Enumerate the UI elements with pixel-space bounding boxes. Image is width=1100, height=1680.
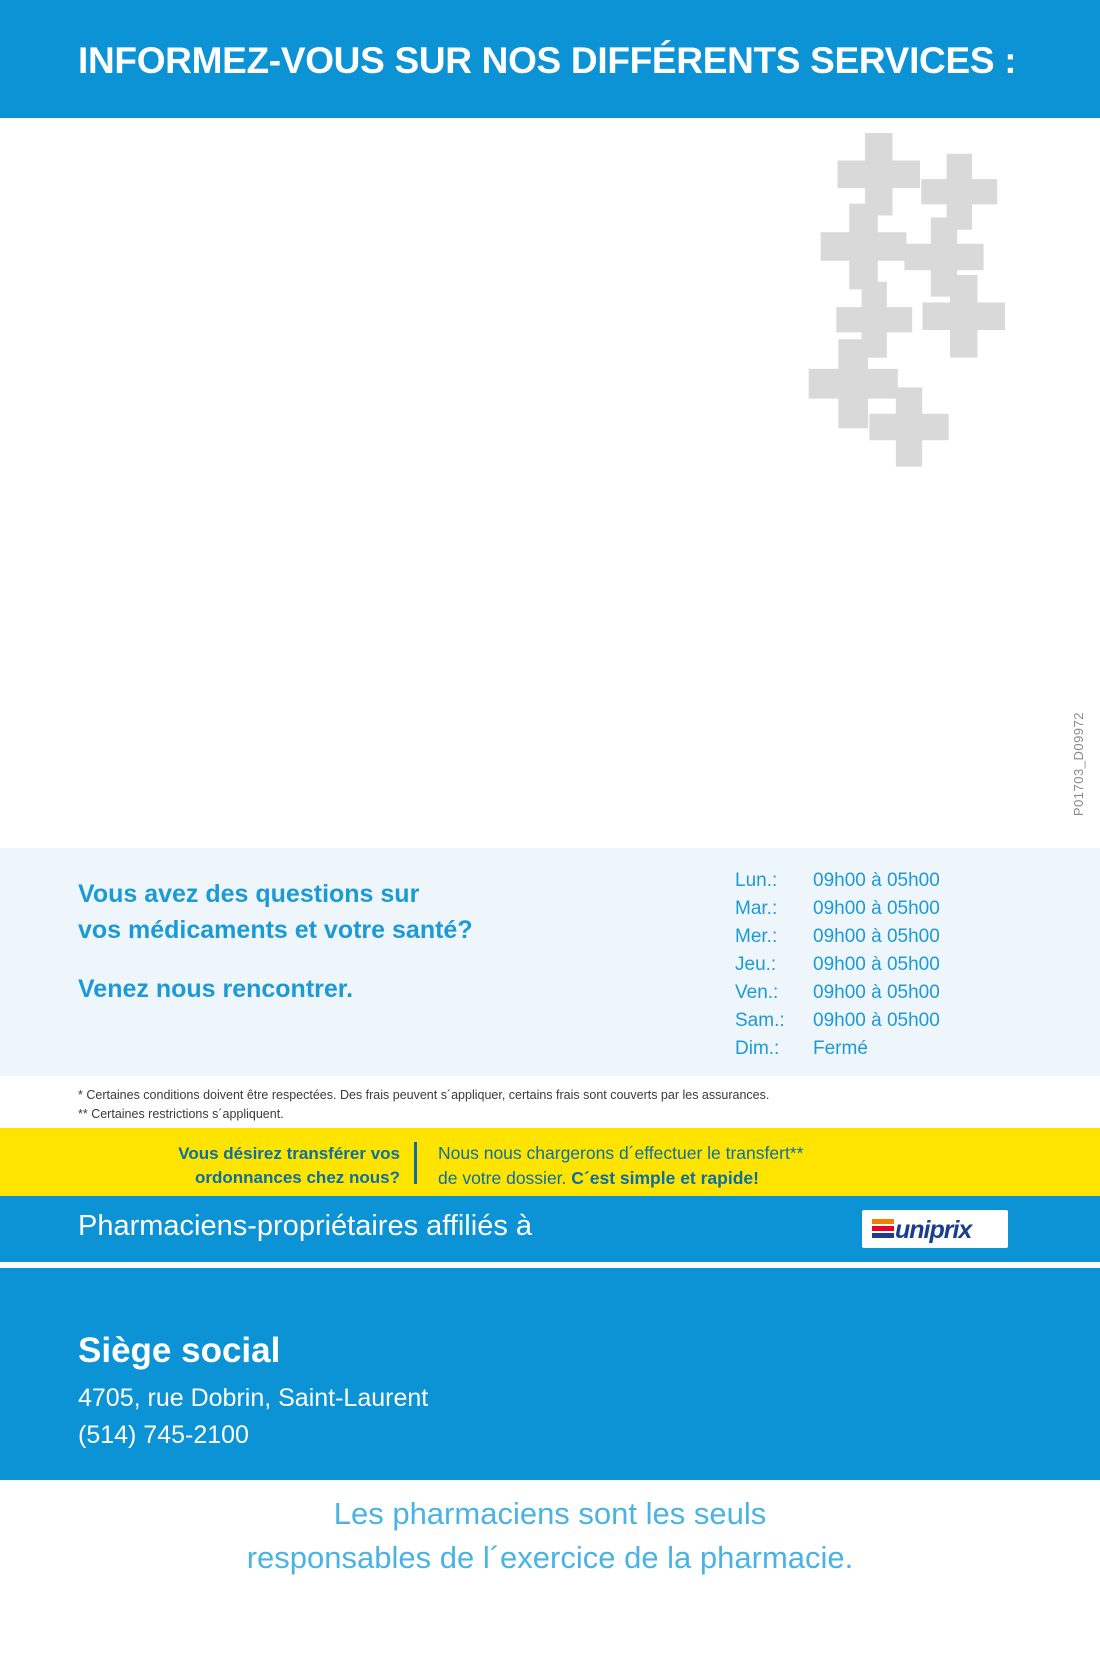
uniprix-logo: [862, 1210, 1008, 1248]
hours-row: [735, 1010, 1035, 1038]
info-question: [78, 876, 473, 948]
hours-time: 09h00 à 05h00: [813, 982, 940, 1003]
info-question-line1: Vous avez des questions sur: [78, 880, 420, 908]
transfer-answer: [438, 1141, 803, 1191]
footnotes: [78, 1086, 769, 1124]
transfer-divider: [414, 1142, 417, 1184]
hours-time: 09h00 à 05h00: [813, 1010, 940, 1031]
hours-time: 09h00 à 05h00: [813, 954, 940, 975]
hours-day: Mar.:: [735, 898, 778, 919]
hours-row: [735, 982, 1035, 1010]
hours-row: [735, 1038, 1035, 1066]
hours-day: Mer.:: [735, 926, 778, 947]
affiliation-band: [0, 1196, 1100, 1262]
footer-address: 4705, rue Dobrin, Saint-Laurent: [78, 1384, 429, 1412]
hours-time: 09h00 à 05h00: [813, 898, 940, 919]
disclaimer-line-2: responsables de l´exercice de la pharmacie.: [246, 1540, 854, 1575]
affiliation-text: Pharmaciens-propriétaires affiliés à: [78, 1210, 533, 1242]
hours-time: 09h00 à 05h00: [813, 870, 940, 891]
transfer-band: [0, 1128, 1100, 1196]
transfer-question-line1: Vous désirez transférer vos: [178, 1144, 400, 1163]
footer-phone: (514) 745-2100: [78, 1421, 249, 1449]
info-question-line2: vos médicaments et votre santé?: [78, 916, 473, 944]
info-invitation: Venez nous rencontrer.: [78, 975, 354, 1003]
footnote-line-1: * Certaines conditions doivent être respectées. Des frais peuvent s´appliquer, certains frais sont couverts par les assurances.: [78, 1088, 770, 1102]
disclaimer-line-1: Les pharmaciens sont les seuls: [333, 1496, 767, 1531]
hours-row: [735, 954, 1035, 982]
plus-crosses-icon: [770, 118, 1100, 478]
transfer-answer-plain: de votre dossier.: [438, 1168, 572, 1188]
footnote-line-2: ** Certaines restrictions s´appliquent.: [78, 1107, 284, 1121]
hours-row: [735, 898, 1035, 926]
uniprix-stripes-icon: [872, 1219, 894, 1239]
hours-time: 09h00 à 05h00: [813, 926, 940, 947]
hours-day: Lun.:: [735, 870, 778, 891]
transfer-question-line2: ordonnances chez nous?: [195, 1168, 400, 1187]
hours-day: Dim.:: [735, 1038, 780, 1059]
hours-time: Fermé: [813, 1038, 868, 1059]
transfer-question: [130, 1142, 400, 1190]
hours-row: [735, 870, 1035, 898]
transfer-answer-bold: C´est simple et rapide!: [571, 1168, 759, 1188]
transfer-answer-line1: Nous nous chargerons d´effectuer le transfert**: [438, 1143, 804, 1163]
hours-row: [735, 926, 1035, 954]
bottom-disclaimer: [0, 1492, 1100, 1580]
transfer-answer-line2: [438, 1166, 803, 1191]
opening-hours-table: [735, 870, 1035, 1066]
footer-band: [0, 1268, 1100, 1480]
footer-title: Siège social: [78, 1331, 281, 1370]
uniprix-wordmark: uniprix: [895, 1216, 972, 1244]
hours-day: Jeu.:: [735, 954, 777, 975]
hours-day: Sam.:: [735, 1010, 785, 1031]
hours-day: Ven.:: [735, 982, 779, 1003]
header-banner: [0, 0, 1100, 118]
page-title: INFORMEZ-VOUS SUR NOS DIFFÉRENTS SERVICES :: [78, 40, 1017, 81]
info-band: [0, 848, 1100, 1076]
document-code: P01703_D09972: [1071, 712, 1086, 817]
